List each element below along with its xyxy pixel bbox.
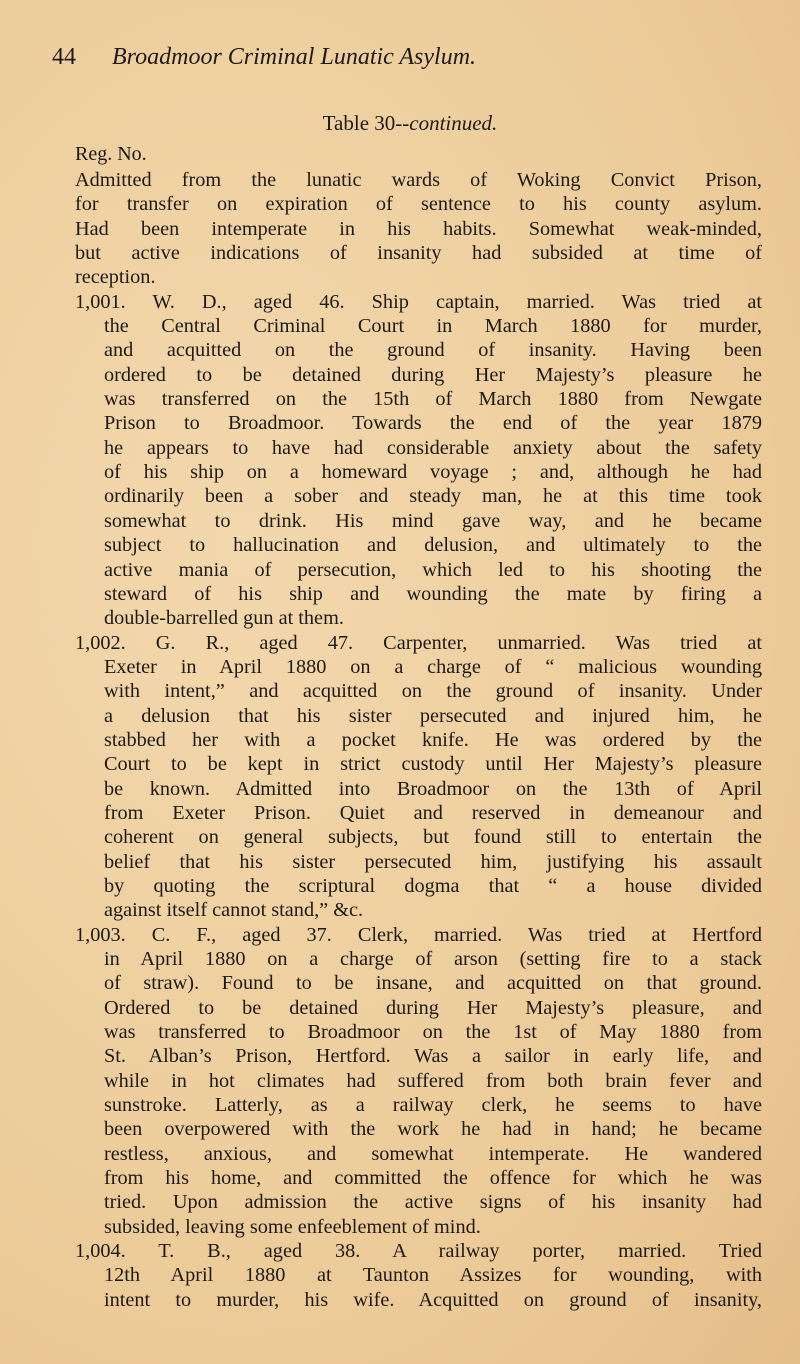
text-line: Ordered to be detained during Her Majesty’s pleasure, and xyxy=(104,996,762,1019)
text-line: 1,003. C. F., aged 37. Clerk, married. Was tried at Hertford xyxy=(75,923,762,946)
text-line: from Exeter Prison. Quiet and reserved in demeanour and xyxy=(104,801,762,824)
text-line: intent to murder, his wife. Acquitted on ground of insanity, xyxy=(104,1288,762,1311)
text-line: in April 1880 on a charge of arson (setting fire to a stack xyxy=(104,948,762,970)
text-line: coherent on general subjects, but found still to entertain the xyxy=(104,826,762,849)
text-line: tried. Upon admission the active signs of his insanity had xyxy=(104,1191,762,1214)
text-line: while in hot climates had suffered from both brain fever and xyxy=(104,1069,762,1092)
text-line: 1,002. G. R., aged 47. Carpenter, unmarried. Was tried at xyxy=(75,631,762,654)
text-line: 1,001. W. D., aged 46. Ship captain, married. Was tried at xyxy=(75,290,762,313)
text-line: Had been intemperate in his habits. Somewhat weak-minded, xyxy=(75,217,762,240)
text-line: against itself cannot stand,” &c. xyxy=(104,899,364,922)
text-line: and acquitted on the ground of insanity. Having been xyxy=(104,339,762,362)
text-line: active mania of persecution, which led to his shooting the xyxy=(104,558,762,581)
text-line: a delusion that his sister persecuted and injured him, he xyxy=(104,704,762,727)
text-line: the Central Criminal Court in March 1880 for murder, xyxy=(104,315,762,338)
table-heading-label: Table 30-- xyxy=(322,111,410,135)
text-line: subject to hallucination and delusion, and ultimately to the xyxy=(104,534,762,557)
text-line: for transfer on expiration of sentence to his county asylum. xyxy=(75,193,762,216)
case-entry xyxy=(0,1239,800,1312)
case-entry xyxy=(0,168,800,290)
text-line: Court to be kept in strict custody until Her Majesty’s pleasure xyxy=(104,753,762,776)
reg-no-label: Reg. No. xyxy=(75,143,147,165)
text-line: St. Alban’s Prison, Hertford. Was a sailor in early life, and xyxy=(104,1045,762,1068)
text-line: of straw). Found to be insane, and acquitted on that ground. xyxy=(104,972,762,995)
running-title-text: Broadmoor Criminal Lunatic Asylum. xyxy=(112,44,477,70)
running-title xyxy=(112,44,476,71)
text-line: with intent,” and acquitted on the ground of insanity. Under xyxy=(104,680,762,703)
text-line: double-barrelled gun at them. xyxy=(104,607,344,630)
text-line: ordinarily been a sober and steady man, he at this time took xyxy=(104,485,762,508)
case-entry xyxy=(0,923,800,1239)
text-line: but active indications of insanity had subsided at time of xyxy=(75,242,762,265)
text-line: was transferred to Broadmoor on the 1st of May 1880 from xyxy=(104,1021,762,1044)
text-line: from his home, and committed the offence for which he was xyxy=(104,1167,762,1190)
text-line: subsided, leaving some enfeeblement of mind. xyxy=(104,1215,481,1238)
page-number: 44 xyxy=(52,44,76,70)
text-line: be known. Admitted into Broadmoor on the 13th of April xyxy=(104,777,762,800)
text-line: Prison to Broadmoor. Towards the end of the year 1879 xyxy=(104,412,762,435)
case-entry xyxy=(0,290,800,631)
text-line: steward of his ship and wounding the mate by firing a xyxy=(104,582,762,605)
text-line: somewhat to drink. His mind gave way, and he became xyxy=(104,509,762,532)
text-line: Admitted from the lunatic wards of Woking Convict Prison, xyxy=(75,169,762,191)
text-line: sunstroke. Latterly, as a railway clerk, he seems to have xyxy=(104,1094,762,1117)
text-line: belief that his sister persecuted him, justifying his assault xyxy=(104,850,762,873)
text-line: 12th April 1880 at Taunton Assizes for wounding, with xyxy=(104,1264,762,1287)
table-heading xyxy=(0,111,800,136)
text-line: was transferred on the 15th of March 1880 from Newgate xyxy=(104,388,762,411)
document-body xyxy=(0,168,800,1312)
text-line: reception. xyxy=(75,266,156,289)
text-line: been overpowered with the work he had in hand; he became xyxy=(104,1118,762,1141)
text-line: of his ship on a homeward voyage ; and, although he had xyxy=(104,461,762,484)
table-heading-suffix: continued. xyxy=(409,111,498,135)
text-line: 1,004. T. B., aged 38. A railway porter, married. Tried xyxy=(75,1240,762,1263)
case-entry xyxy=(0,631,800,923)
text-line: by quoting the scriptural dogma that “ a house divided xyxy=(104,874,762,897)
text-line: stabbed her with a pocket knife. He was ordered by the xyxy=(104,728,762,751)
text-line: ordered to be detained during Her Majesty’s pleasure he xyxy=(104,363,762,386)
text-line: he appears to have had considerable anxiety about the safety xyxy=(104,436,762,459)
text-line: Exeter in April 1880 on a charge of “ malicious wounding xyxy=(104,655,762,678)
text-line: restless, anxious, and somewhat intemperate. He wandered xyxy=(104,1142,762,1165)
